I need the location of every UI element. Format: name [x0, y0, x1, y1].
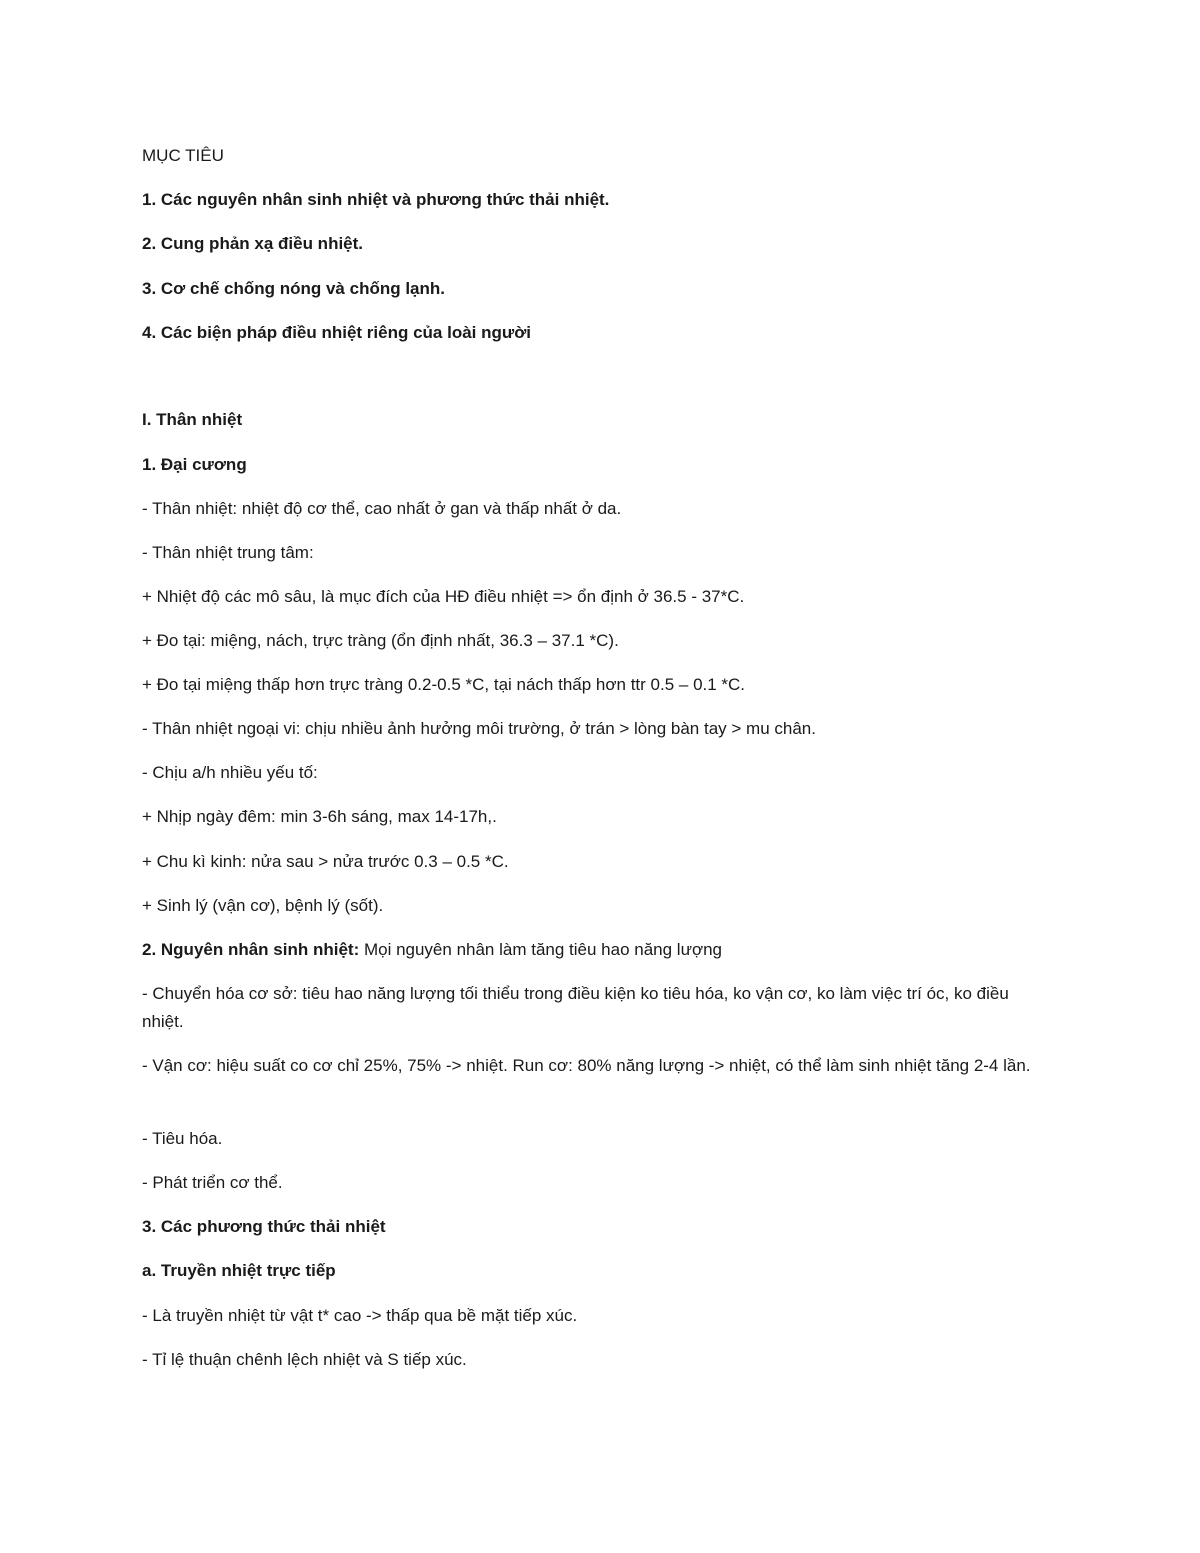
section-title: I. Thân nhiệt: [142, 410, 243, 429]
body-line: + Nhịp ngày đêm: min 3-6h sáng, max 14-17h,.: [142, 807, 497, 826]
body-line: - Chuyển hóa cơ sở: tiêu hao năng lượng tối thiểu trong điều kiện ko tiêu hóa, ko vận cơ, ko làm việc trí óc, ko điều nhiệt.: [142, 984, 1009, 1031]
body-line: - Thân nhiệt: nhiệt độ cơ thể, cao nhất ở gan và thấp nhất ở da.: [142, 499, 622, 518]
body-line: + Đo tại miệng thấp hơn trực tràng 0.2-0.5 *C, tại nách thấp hơn ttr 0.5 – 0.1 *C.: [142, 675, 746, 694]
body-line: - Chịu a/h nhiều yếu tố:: [142, 763, 318, 782]
page-heading: MỤC TIÊU: [142, 146, 224, 165]
body-line: - Thân nhiệt ngoại vi: chịu nhiều ảnh hưởng môi trường, ở trán > lòng bàn tay > mu chân.: [142, 719, 816, 738]
objective-item: 1. Các nguyên nhân sinh nhiệt và phương thức thải nhiệt.: [142, 190, 610, 209]
body-line: - Vận cơ: hiệu suất co cơ chỉ 25%, 75% -> nhiệt. Run cơ: 80% năng lượng -> nhiệt, có thể làm sinh nhiệt tăng 2-4 lần.: [142, 1056, 1031, 1075]
subsection-title: 1. Đại cương: [142, 455, 247, 474]
body-line: - Tiêu hóa.: [142, 1129, 223, 1148]
objective-item: 3. Cơ chế chống nóng và chống lạnh.: [142, 279, 445, 298]
objective-item: 4. Các biện pháp điều nhiệt riêng của loài người: [142, 323, 532, 342]
body-line: + Chu kì kinh: nửa sau > nửa trước 0.3 – 0.5 *C.: [142, 852, 509, 871]
body-line: - Thân nhiệt trung tâm:: [142, 543, 314, 562]
objective-item: 2. Cung phản xạ điều nhiệt.: [142, 234, 364, 253]
body-line: + Đo tại: miệng, nách, trực tràng (ổn định nhất, 36.3 – 37.1 *C).: [142, 631, 619, 650]
body-line: - Là truyền nhiệt từ vật t* cao -> thấp qua bề mặt tiếp xúc.: [142, 1306, 578, 1325]
subsection-title: 3. Các phương thức thải nhiệt: [142, 1217, 386, 1236]
body-line: + Sinh lý (vận cơ), bệnh lý (sốt).: [142, 896, 384, 915]
subsection-title: a. Truyền nhiệt trực tiếp: [142, 1261, 336, 1280]
subsection-title-rest: Mọi nguyên nhân làm tăng tiêu hao năng lượng: [359, 940, 723, 959]
subsection-title-line: [142, 936, 1042, 964]
body-line: + Nhiệt độ các mô sâu, là mục đích của HĐ điều nhiệt => ổn định ở 36.5 - 37*C.: [142, 587, 745, 606]
body-line: - Tỉ lệ thuận chênh lệch nhiệt và S tiếp xúc.: [142, 1350, 467, 1369]
subsection-title: 2. Nguyên nhân sinh nhiệt:: [142, 940, 360, 959]
body-line: - Phát triển cơ thể.: [142, 1173, 283, 1192]
